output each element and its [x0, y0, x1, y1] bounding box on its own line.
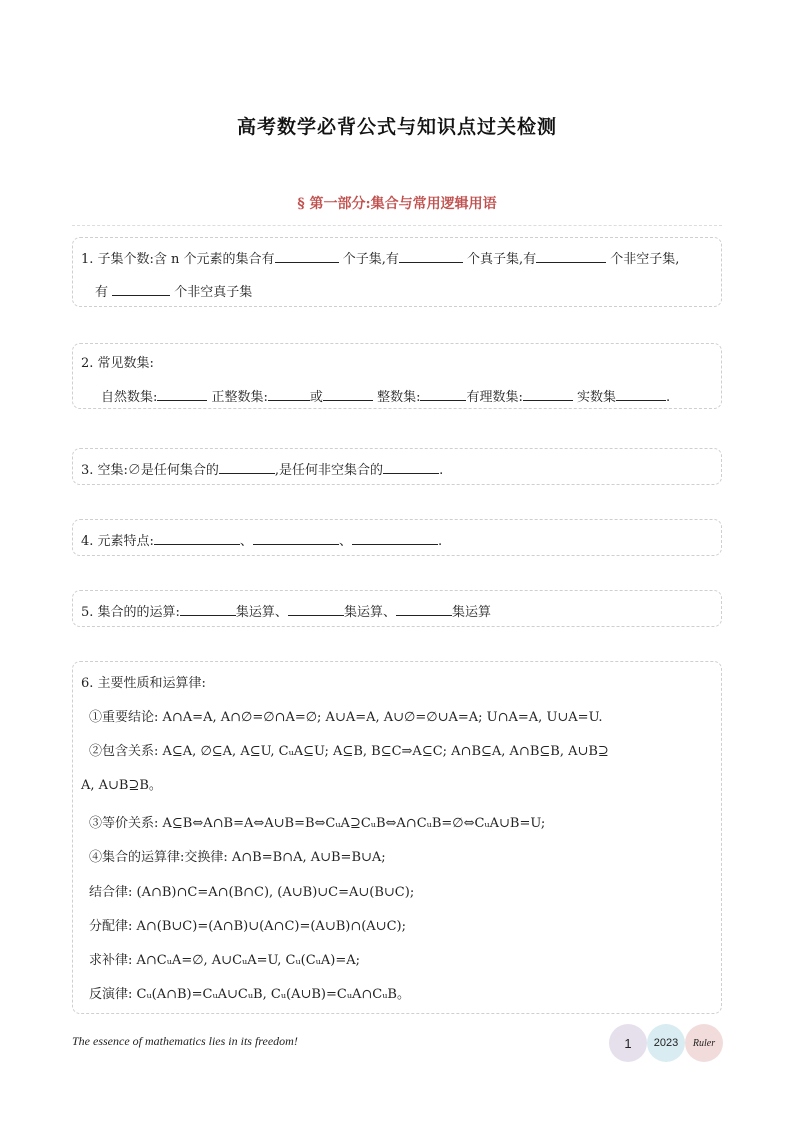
question-4-box	[72, 519, 722, 556]
q1-text-b: 个子集,有	[342, 252, 399, 267]
question-2-line-2	[101, 386, 715, 405]
q2-blank-natural[interactable]	[157, 388, 207, 401]
section-title: § 第一部分:集合与常用逻辑用语	[297, 196, 497, 212]
year-badge: 2023	[647, 1024, 685, 1062]
q5-blank-3[interactable]	[396, 603, 452, 616]
question-2-box	[72, 343, 722, 409]
q3-text-a: 3. 空集:∅是任何集合的	[81, 463, 219, 478]
q3-blank-proper-subset[interactable]	[383, 461, 439, 474]
q1-text-d: 个非空子集,	[610, 252, 680, 267]
question-6-box	[72, 661, 722, 1014]
q2-blank-rational[interactable]	[523, 388, 573, 401]
q5-text-a: 5. 集合的的运算:	[81, 605, 180, 620]
q4-blank-2[interactable]	[253, 532, 339, 545]
q1-blank-subsets[interactable]	[275, 250, 339, 263]
q1-text-e: 有	[95, 285, 109, 300]
q6-line-conclusions: ①重要结论: A∩A=A, A∩∅=∅∩A=∅; A∪A=A, A∪∅=∅∪A=A; U∩A=A, U∪A=U.	[89, 710, 603, 725]
q2-rational-label: 有理数集:	[466, 390, 523, 405]
q1-text-c: 个真子集,有	[466, 252, 537, 267]
q4-sep-1: 、	[239, 534, 253, 549]
question-3-line	[81, 459, 715, 478]
q1-blank-proper-subsets[interactable]	[399, 250, 463, 263]
q5-text-c: 集运算、	[343, 605, 396, 620]
q6-line-equivalence: ③等价关系: A⊆B⇔A∩B=A⇔A∪B=B⇔CᵤA⊇CᵤB⇔A∩CᵤB=∅⇔CᵤA∪B=U;	[89, 816, 546, 831]
q5-text-b: 集运算、	[235, 605, 288, 620]
q2-integer-label: 整数集:	[377, 390, 421, 405]
q1-blank-nonempty-subsets[interactable]	[536, 250, 606, 263]
q6-line-distributive: 分配律: A∩(B∪C)=(A∩B)∪(A∩C)=(A∪B)∩(A∪C);	[89, 919, 406, 934]
q2-or-label: 或	[309, 390, 323, 405]
q4-end: .	[437, 534, 443, 549]
footer-quote: The essence of mathematics lies in its freedom!	[72, 1034, 298, 1048]
q5-text-d: 集运算	[451, 605, 491, 620]
q6-line-inclusion-cont: A, A∪B⊇B。	[81, 778, 162, 793]
question-3-box	[72, 448, 722, 485]
question-1-line-2	[95, 281, 715, 300]
q2-end: .	[666, 390, 671, 405]
q2-natural-label: 自然数集:	[101, 390, 158, 405]
q6-line-commutative: ④集合的运算律:交换律: A∩B=B∩A, A∪B=B∪A;	[89, 850, 386, 865]
q2-blank-real[interactable]	[616, 388, 666, 401]
q6-line-complement: 求补律: A∩CᵤA=∅, A∪CᵤA=U, Cᵤ(CᵤA)=A;	[89, 953, 360, 968]
section-divider	[72, 225, 722, 226]
q6-line-associative: 结合律: (A∩B)∩C=A∩(B∩C), (A∪B)∪C=A∪(B∪C);	[89, 885, 415, 900]
q6-line-inclusion: ②包含关系: A⊆A, ∅⊆A, A⊆U, CᵤA⊆U; A⊆B, B⊆C⇒A⊆C; A∩B⊆A, A∩B⊆B, A∪B⊇	[89, 744, 609, 759]
q4-sep-2: 、	[338, 534, 352, 549]
q2-blank-integer[interactable]	[420, 388, 466, 401]
q5-blank-2[interactable]	[288, 603, 344, 616]
q3-text-c: .	[439, 463, 444, 478]
page-title: 高考数学必背公式与知识点过关检测	[236, 116, 557, 138]
q2-real-label: 实数集	[577, 390, 617, 405]
q4-blank-1[interactable]	[154, 532, 240, 545]
q3-blank-subset[interactable]	[219, 461, 275, 474]
q2-posint-label: 正整数集:	[211, 390, 268, 405]
q6-line-demorgan: 反演律: Cᵤ(A∩B)=CᵤA∪CᵤB, Cᵤ(A∪B)=CᵤA∩CᵤB。	[89, 987, 410, 1002]
q6-heading: 6. 主要性质和运算律:	[81, 676, 206, 691]
question-1-box	[72, 237, 722, 307]
q3-text-b: ,是任何非空集合的	[274, 463, 384, 478]
q1-text-f: 个非空真子集	[174, 285, 253, 300]
q4-blank-3[interactable]	[352, 532, 438, 545]
question-5-box	[72, 590, 722, 627]
q2-heading: 2. 常见数集:	[81, 356, 154, 371]
q2-blank-posint-2[interactable]	[323, 388, 373, 401]
q4-text-a: 4. 元素特点:	[81, 534, 154, 549]
question-1-line-1	[81, 248, 715, 267]
q5-blank-1[interactable]	[180, 603, 236, 616]
q1-blank-nonempty-proper-subsets[interactable]	[112, 283, 170, 296]
page-number-badge: 1	[609, 1024, 647, 1062]
question-4-line	[81, 530, 715, 549]
brand-badge: Ruler	[685, 1024, 723, 1062]
q1-text-a: 1. 子集个数:含 n 个元素的集合有	[81, 252, 275, 267]
q2-blank-posint-1[interactable]	[268, 388, 310, 401]
question-5-line	[81, 601, 715, 620]
